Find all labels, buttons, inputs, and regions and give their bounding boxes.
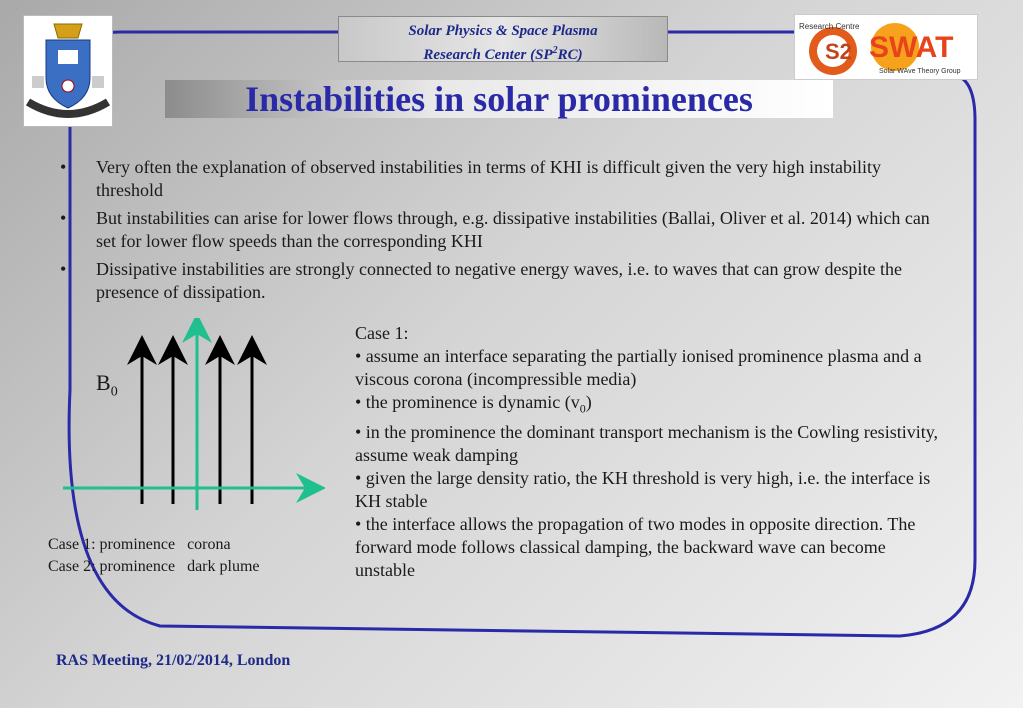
bullet-item: • Dissipative instabilities are strongly connected to negative energy waves, i.e. to waves that can grow despite the presence of dissipation. bbox=[60, 259, 902, 302]
field-label: $B_0$ bbox=[96, 370, 118, 400]
research-center-header bbox=[338, 16, 668, 62]
footer-meeting: RAS Meeting, 21/02/2014, London bbox=[56, 652, 291, 669]
case-item: • in the prominence the dominant transport mechanism is the Cowling resistivity, assume weak damping bbox=[355, 421, 939, 465]
case-item: • given the large density ratio, the KH threshold is very high, i.e. the interface is KH stable bbox=[355, 467, 931, 511]
legend-row: Case 1: prominence corona bbox=[48, 536, 231, 553]
swat-text: SWAT bbox=[869, 31, 954, 64]
case-description bbox=[355, 322, 945, 582]
swat-subtext: Solar WAve Theory Group bbox=[879, 68, 961, 75]
badge-text: S2 bbox=[825, 39, 852, 64]
case-item: • the interface allows the propagation of two modes in opposite direction. The forward mode follows classical damping, the backward wave can become unstable bbox=[355, 513, 916, 580]
slide-title: Instabilities in solar prominences bbox=[245, 79, 753, 119]
header-line-2: Research Center $(SP^2RC)$ bbox=[423, 45, 583, 63]
legend-row: Case 2: prominence dark plume bbox=[48, 558, 260, 575]
bullet-item: • But instabilities can arise for lower flows through, e.g. dissipative instabilities (Ballai, Oliver et al. 2014) which can set for lower flow speeds than the corresponding KHI bbox=[60, 208, 930, 251]
university-logo bbox=[23, 15, 113, 127]
bullet-list bbox=[60, 156, 950, 309]
swat-logo bbox=[794, 14, 978, 80]
crest-icon bbox=[24, 16, 112, 126]
case-item: • the prominence is dynamic $(v_0)$ bbox=[355, 392, 592, 416]
field-diagram bbox=[55, 318, 325, 518]
case-item: • assume an interface separating the partially ionised prominence plasma and a viscous corona (incompressible media) bbox=[355, 346, 922, 389]
case-legend bbox=[48, 534, 260, 578]
arc-text: Research Centre bbox=[799, 22, 860, 31]
case-heading: Case 1: bbox=[355, 323, 409, 343]
header-line-1: Solar Physics & Space Plasma bbox=[408, 23, 598, 39]
bullet-item: • Very often the explanation of observed instabilities in terms of KHI is difficult given the very high instability threshold bbox=[60, 157, 882, 200]
swat-logo-icon bbox=[795, 15, 977, 79]
